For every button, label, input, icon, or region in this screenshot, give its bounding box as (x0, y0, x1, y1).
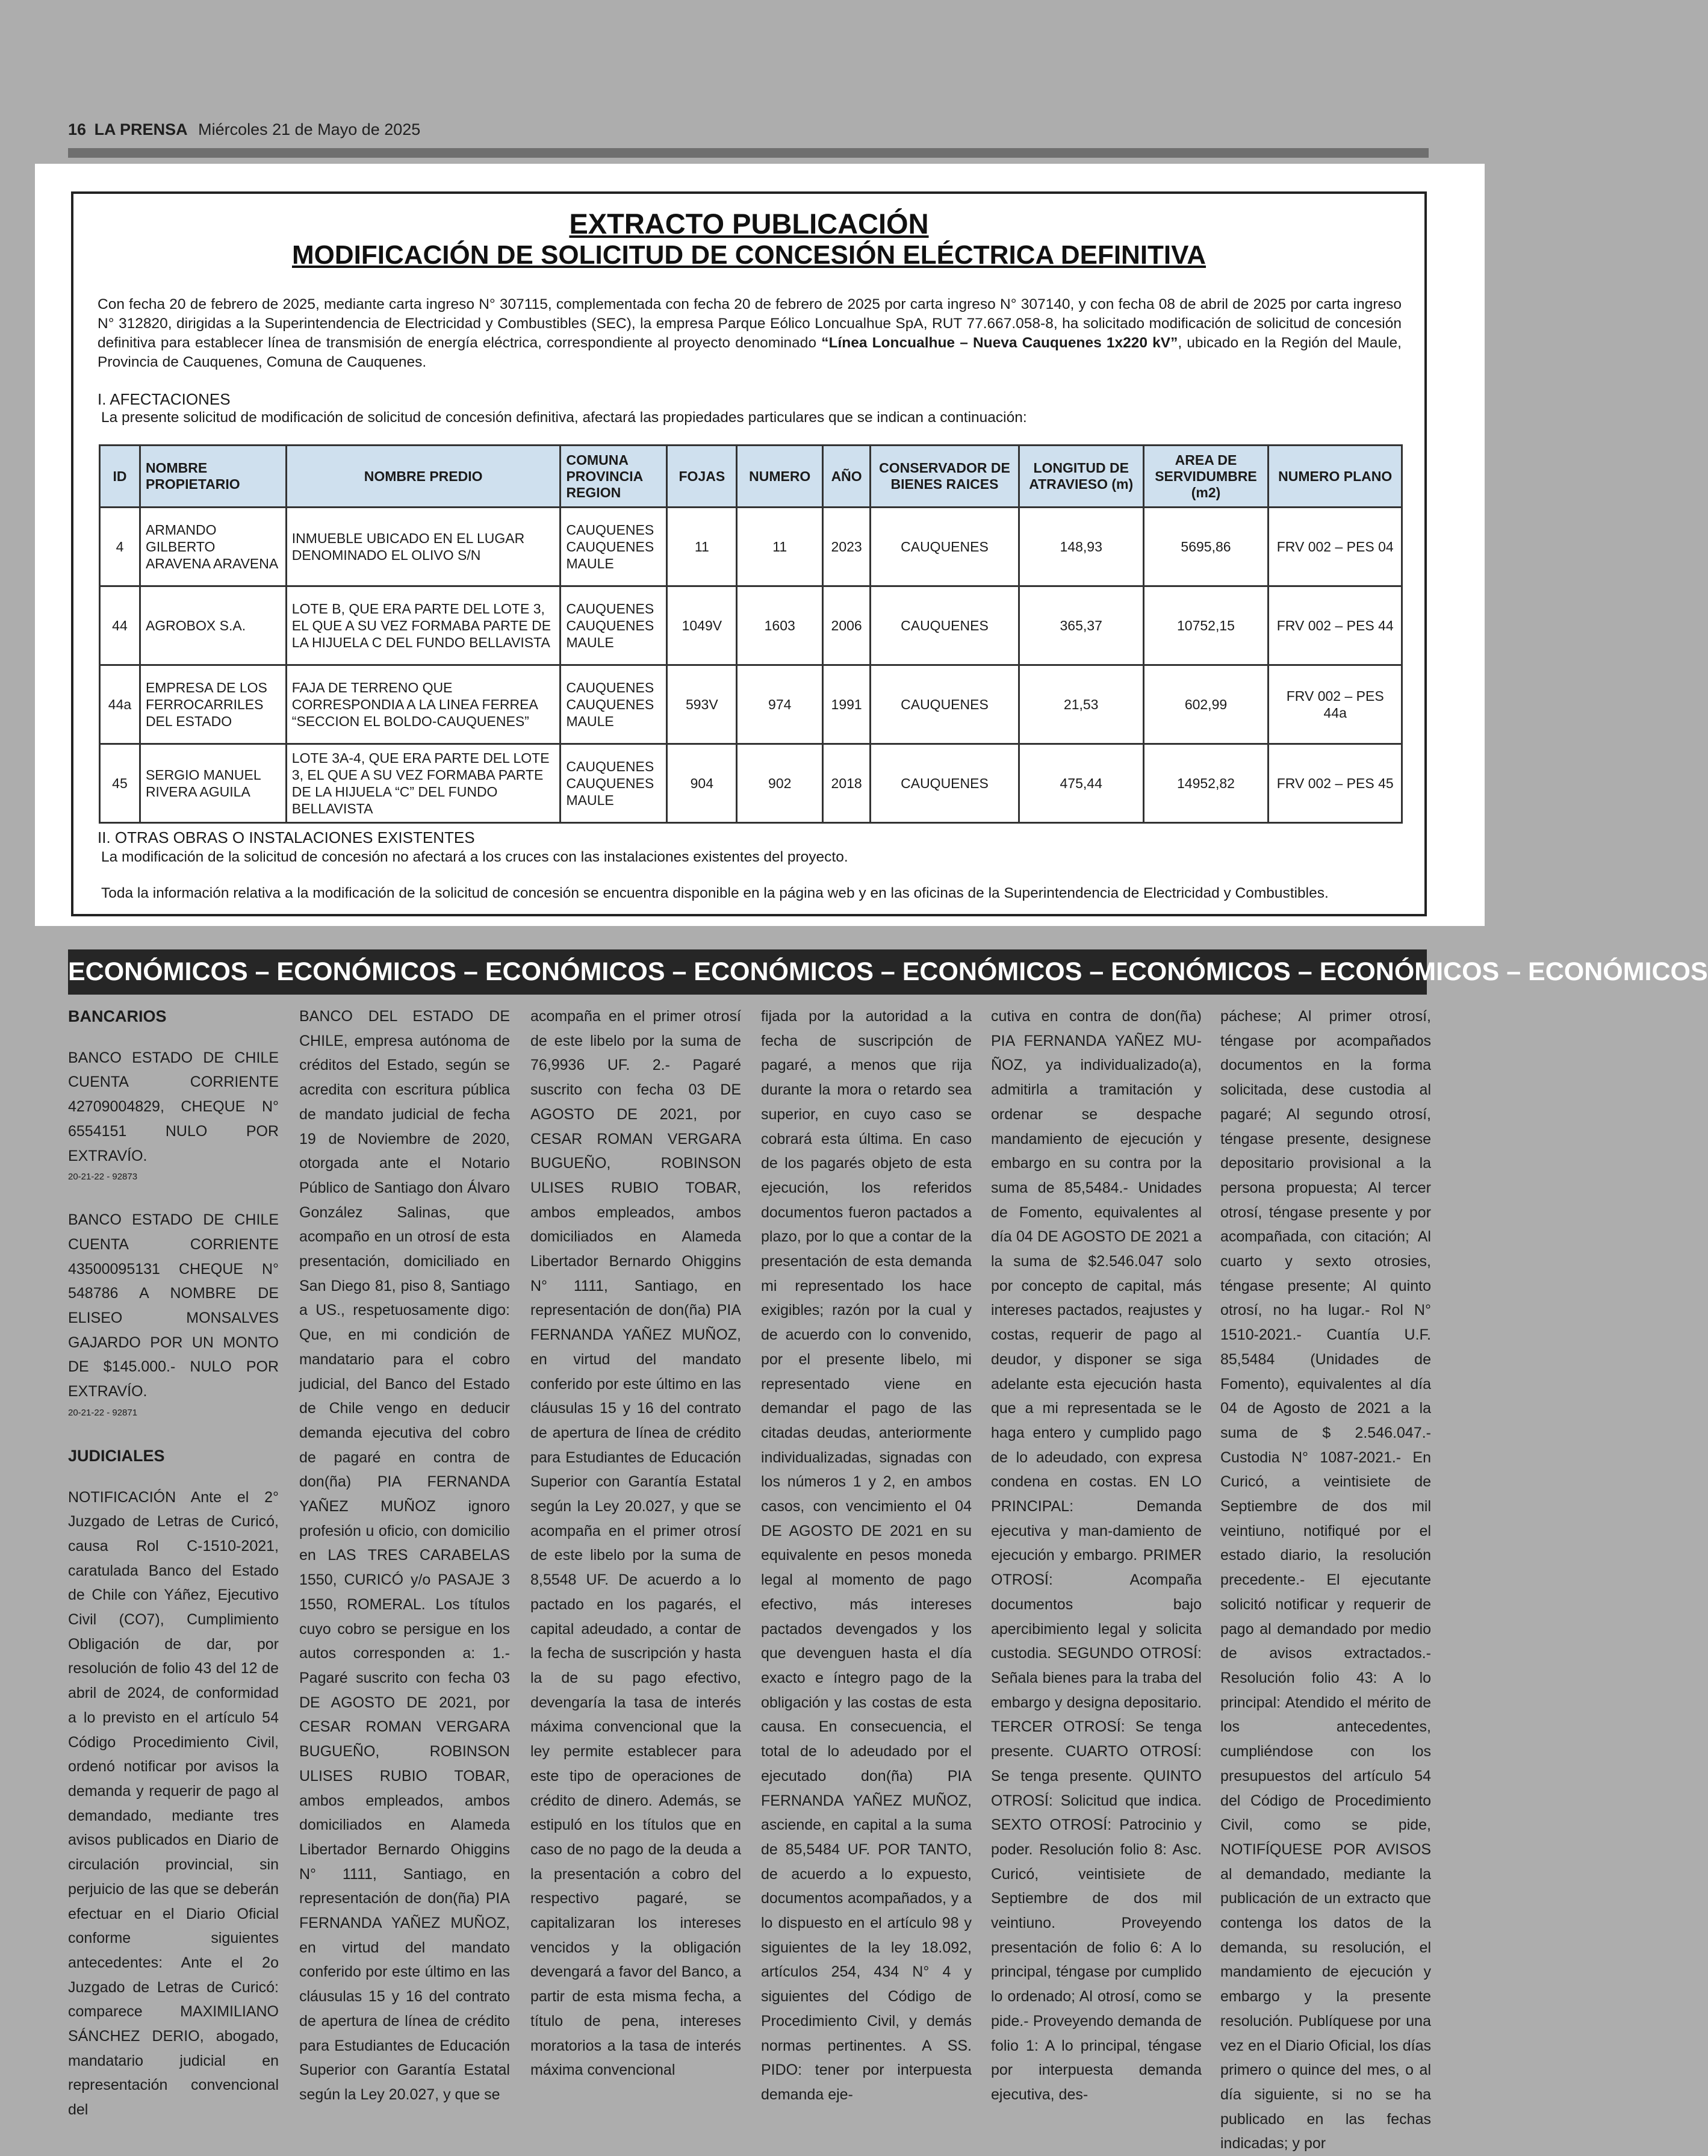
cell-anio: 1991 (823, 665, 871, 744)
notice-subtitle: MODIFICACIÓN DE SOLICITUD DE CONCESIÓN ELÉCTRICA DEFINITIVA (291, 240, 1206, 270)
ad-text: cutiva en contra de don(ña) PIA FERNANDA YAÑEZ MU-ÑOZ, ya individualizado(a), admitirla a tramitación y ordenar se despache mandamiento de ejecución y embargo en su contra por la suma de 85,5484.- Unidades de Fomento, equivalentes al día 04 DE AGOSTO DE 2021 a la suma de $2.546.047 solo por concepto de capital, más intereses pactados, reajustes y costas, requerir de pago al deudor, y disponer se siga adelante esta ejecución hasta que a mi representada se le haga entero y cumplido pago de lo adeudado, con expresa condena en costas. EN LO PRINCIPAL: Demanda ejecutiva y man-damiento de ejecución y embargo. PRIMER OTROSÍ: Acompaña documentos bajo apercibimiento legal y solicita custodia. SEGUNDO OTROSÍ: Señala bienes para la traba del embargo y designa depositario. TERCER OTROSÍ: Se tenga presente. CUARTO OTROSÍ: Se tenga presente. QUINTO OTROSÍ: Solicitud que indica. SEXTO OTROSÍ: Patrocinio y poder. Resolución folio 8: Asc. Curicó, veintisiete de Septiembre de dos mil veintiuno. Proveyendo presentación de folio 6: A lo principal, téngase por cumplido lo ordenado; Al otrosí, como se pide.- Proveyendo demanda de folio 1: A lo principal, téngase por interpuesta demanda ejecutiva, des- (991, 1008, 1202, 2103)
cell-anio: 2018 (823, 744, 871, 823)
col-header-anio: AÑO (823, 446, 871, 508)
cell-commune: CAUQUENES CAUQUENES MAULE (561, 744, 667, 823)
table-header-row (100, 446, 1402, 508)
cell-fojas: 1049V (667, 586, 737, 665)
cell-longitud: 365,37 (1019, 586, 1143, 665)
ad-text: NOTIFICACIÓN Ante el 2° Juzgado de Letras de Curicó, causa Rol C-1510-2021, caratulada Banco del Estado de Chile con Yáñez, Ejecutivo Civil (CO7), Cumplimiento Obligación de dar, por resolución de folio 43 del 12 de abril de 2024, de conformidad a lo previsto en el artículo 54 Código Procedimiento Civil, ordenó notificar por avisos la demanda y requerir de pago al demandado, mediante tres avisos publicados en Diario de circulación provincial, sin perjuicio de las que se deberán efectuar en el Diario Oficial conforme siguientes antecedentes: Ante el 2o Juzgado de Letras de Curicó: comparece MAXIMILIANO SÁNCHEZ DERIO, abogado, mandatario judicial en representación convencional del (68, 1488, 279, 2119)
classifieds-banner: ECONÓMICOS – ECONÓMICOS – ECONÓMICOS – ECONÓMICOS – ECONÓMICOS – ECONÓMICOS – ECONÓMICOS – ECONÓMICOS (68, 949, 1427, 995)
page-header (68, 120, 1429, 139)
cell-longitud: 21,53 (1019, 665, 1143, 744)
cell-conservador: CAUQUENES (871, 744, 1019, 823)
cell-commune: CAUQUENES CAUQUENES MAULE (561, 665, 667, 744)
ad-reference: 20-21-22 - 92873 (68, 1172, 138, 1182)
col-header-property: NOMBRE PREDIO (286, 446, 561, 508)
cell-plano: FRV 002 – PES 44 (1269, 586, 1402, 665)
cell-fojas: 593V (667, 665, 737, 744)
notice-title: EXTRACTO PUBLICACIÓN (569, 208, 929, 240)
cell-area: 10752,15 (1143, 586, 1269, 665)
cell-anio: 2006 (823, 586, 871, 665)
cell-area: 5695,86 (1143, 508, 1269, 586)
cell-area: 602,99 (1143, 665, 1269, 744)
project-name: “Línea Loncualhue – Nueva Cauquenes 1x220 kV” (821, 335, 1178, 351)
cell-owner: ARMANDO GILBERTO ARAVENA ARAVENA (140, 508, 286, 586)
ad-text: BANCO DEL ESTADO DE CHILE, empresa autónoma de créditos del Estado, según se acredita con escritura pública de mandato judicial de fecha 19 de Noviembre de 2020, otorgada ante el Notario Público de Santiago don Álvaro González Salinas, que acompaño en un otrosí de esta presentación, domiciliado en San Diego 81, piso 8, Santiago a US., respetuosamente digo: Que, en mi condición de mandatario para el cobro judicial, del Banco del Estado de Chile vengo en deducir demanda ejecutiva del cobro de pagaré en contra de don(ña) PIA FERNANDA YAÑEZ MUÑOZ ignoro profesión u oficio, con domicilio en LAS TRES CARABELAS 1550, CURICÓ y/o PASAJE 3 1550, ROMERAL. Los títulos cuyo cobro se persigue en los autos corresponden a: 1.- Pagaré suscrito con fecha 03 DE AGOSTO DE 2021, por CESAR ROMAN VERGARA BUGUEÑO, ROBINSON ULISES RUBIO TOBAR, ambos empleados, ambos domiciliados en Alameda Libertador Bernardo Ohiggins N° 1111, Santiago, en representación de don(ña) PIA FERNANDA YAÑEZ MUÑOZ, en virtud del mandato conferido por este último en las cláusulas 15 y 16 del contrato de apertura de línea de crédito para Estudiantes de Educación Superior con Garantía Estatal según la Ley 20.027, y que se (299, 1008, 510, 2103)
col-header-area: AREA DE SERVIDUMBRE (m2) (1143, 446, 1269, 508)
cell-longitud: 475,44 (1019, 744, 1143, 823)
cell-property: FAJA DE TERRENO QUE CORRESPONDIA A LA LINEA FERREA “SECCION EL BOLDO-CAUQUENES” (286, 665, 561, 744)
section-afectaciones-text: La presente solicitud de modificación de solicitud de concesión definitiva, afectará las propiedades particulares que se indican a continuación: (101, 409, 1027, 426)
cell-commune: CAUQUENES CAUQUENES MAULE (561, 586, 667, 665)
cell-plano: FRV 002 – PES 45 (1269, 744, 1402, 823)
cell-conservador: CAUQUENES (871, 508, 1019, 586)
cell-longitud: 148,93 (1019, 508, 1143, 586)
cell-anio: 2023 (823, 508, 871, 586)
col-header-commune: COMUNA PROVINCIA REGION (561, 446, 667, 508)
col-header-longitud: LONGITUD DE ATRAVIESO (m) (1019, 446, 1143, 508)
ad-text: fijada por la autoridad a la fecha de suscripción de pagaré, a menos que rija durante la mora o retardo sea superior, en cuyo caso se cobrará esta última. En caso de los pagarés objeto de esta ejecución, los referidos documentos fueron pactados a plazo, por lo que a contar de la presentación de esta demanda mi representado los hace exigibles; razón por la cual y de acuerdo con lo convenido, por el presente libelo, mi representado viene en demandar el pago de las citadas deudas, anteriormente individualizadas, signadas con los números 1 y 2, en ambos casos, con vencimiento el 04 DE AGOSTO DE 2021 en su equivalente en pesos moneda legal al momento de pago efectivo, más intereses pactados devengados y los que devenguen hasta el día exacto e íntegro pago de la obligación y las costas de esta causa. En consecuencia, el total de lo adeudado por el ejecutado don(ña) PIA FERNANDA YAÑEZ MUÑOZ, asciende, en capital a la suma de 85,5484 UF. POR TANTO, de acuerdo a lo expuesto, documentos acompañados, y a lo dispuesto en el artículo 98 y siguientes de la ley 18.092, artículos 254, 434 N° 4 y siguientes del Código de Procedimiento Civil, y demás normas pertinentes. A SS. PIDO: tener por interpuesta demanda eje- (761, 1008, 972, 2103)
cell-plano: FRV 002 – PES 44a (1269, 665, 1402, 744)
section-afectaciones-title: I. AFECTACIONES (98, 390, 231, 408)
col-header-conservador: CONSERVADOR DE BIENES RAICES (871, 446, 1019, 508)
section-otras-obras-text: La modificación de la solicitud de concesión no afectará a los cruces con las instalaciones existentes del proyecto. (101, 849, 848, 865)
ad-text: páchese; Al primer otrosí, téngase por acompañados documentos en la forma solicitada, dese custodia al pagaré; Al segundo otrosí, téngase presente, designese depositario provisional a la persona propuesta; Al tercer otrosí, téngase presente y por acompañada, con citación; Al cuarto y sexto otrosies, téngase presente; Al quinto otrosí, no ha lugar.- Rol N° 1510-2021.- Cuantía U.F. 85,5484 (Unidades de Fomento), equivalentes al día 04 de Agosto de 2021 a la suma de $ 2.546.047.- Custodia N° 1087-2021.- En Curicó, a veintisiete de Septiembre de dos mil veintiuno, notifiqué por el estado diario, la resolución precedente.- El ejecutante solicitó notificar y requerir de pago al demandado por medio de avisos extractados.- Resolución folio 43: A lo principal: Atendido el mérito de los antecedentes, cumpliéndose con los presupuestos del artículo 54 del Código de Procedimiento Civil, como se pide, NOTIFÍQUESE POR AVISOS al demandado, mediante la publicación de un extracto que contenga los datos de la demanda, su resolución, el mandamiento de ejecución y embargo y la presente resolución. Publíquese por una vez en el Diario Oficial, los días primero o quince del mes, o al día siguiente, si no se ha publicado en las fechas indicadas; y por (1220, 1008, 1431, 2152)
cell-commune: CAUQUENES CAUQUENES MAULE (561, 508, 667, 586)
cell-owner: EMPRESA DE LOS FERROCARRILES DEL ESTADO (140, 665, 286, 744)
header-rule (68, 148, 1429, 158)
concession-notice (71, 191, 1427, 916)
cell-owner: AGROBOX S.A. (140, 586, 286, 665)
cell-owner: SERGIO MANUEL RIVERA AGUILA (140, 744, 286, 823)
table-row (100, 508, 1402, 586)
affected-properties-table (99, 444, 1403, 824)
table-row (100, 744, 1402, 823)
cell-property: INMUEBLE UBICADO EN EL LUGAR DENOMINADO EL OLIVO S/N (286, 508, 561, 586)
cell-area: 14952,82 (1143, 744, 1269, 823)
section-heading-judiciales: JUDICIALES (68, 1446, 165, 1465)
cell-fojas: 904 (667, 744, 737, 823)
intro-tail: , ubicado en la Región del Maule, Provincia de Cauquenes, Comuna de Cauquenes. (98, 335, 1402, 370)
cell-property: LOTE B, QUE ERA PARTE DEL LOTE 3, EL QUE A SU VEZ FORMABA PARTE DE LA HIJUELA C DEL FUNDO BELLAVISTA (286, 586, 561, 665)
cell-fojas: 11 (667, 508, 737, 586)
notice-footer: Toda la información relativa a la modificación de la solicitud de concesión se encuentra disponible en la página web y en las oficinas de la Superintendencia de Electricidad y Combustibles. (101, 885, 1329, 901)
cell-id: 44 (100, 586, 140, 665)
cell-id: 44a (100, 665, 140, 744)
classified-column-1 (68, 1004, 279, 2122)
ad-reference: 20-21-22 - 92871 (68, 1407, 138, 1418)
cell-property: LOTE 3A-4, QUE ERA PARTE DEL LOTE 3, EL QUE A SU VEZ FORMABA PARTE DE LA HIJUELA “C” DEL FUNDO BELLAVISTA (286, 744, 561, 823)
cell-numero: 974 (737, 665, 823, 744)
page-number: 16 (68, 120, 87, 138)
classified-column-3 (530, 1004, 741, 2083)
cell-conservador: CAUQUENES (871, 665, 1019, 744)
col-header-plano: NUMERO PLANO (1269, 446, 1402, 508)
classified-column-2 (299, 1004, 510, 2107)
classified-column-4 (761, 1004, 972, 2107)
ad-text: acompaña en el primer otrosí de este libelo por la suma de 76,9936 UF. 2.- Pagaré suscrito con fecha 03 DE AGOSTO DE 2021, por CESAR ROMAN VERGARA BUGUEÑO, ROBINSON ULISES RUBIO TOBAR, ambos empleados, ambos domiciliados en Alameda Libertador Bernardo Ohiggins N° 1111, Santiago, en representación de don(ña) PIA FERNANDA YAÑEZ MUÑOZ, en virtud del mandato conferido por este último en las cláusulas 15 y 16 del contrato de apertura de línea de crédito para Estudiantes de Educación Superior con Garantía Estatal según la Ley 20.027, y que se acompaña en el primer otrosí de este libelo por la suma de 8,5548 UF. De acuerdo a lo pactado en los pagarés, el capital adeudado, a contar de la fecha de suscripción y hasta la de su pago efectivo, devengaría la tasa de interés máxima convencional que la ley permite establecer para este tipo de operaciones de crédito de dinero. Además, se estipuló en los títulos que en caso de no pago de la deuda a la presentación a cobro del respectivo pagaré, se capitalizaran los intereses vencidos y la obligación devengará a favor del Banco, a partir de esta misma fecha, a título de pena, intereses moratorios a la tasa de interés máxima convencional (530, 1008, 741, 2079)
cell-id: 45 (100, 744, 140, 823)
cell-numero: 902 (737, 744, 823, 823)
cell-plano: FRV 002 – PES 04 (1269, 508, 1402, 586)
classified-column-6 (1220, 1004, 1431, 2156)
section-otras-obras-title: II. OTRAS OBRAS O INSTALACIONES EXISTENTES (98, 828, 475, 847)
cell-conservador: CAUQUENES (871, 586, 1019, 665)
col-header-owner: NOMBRE PROPIETARIO (140, 446, 286, 508)
cell-numero: 1603 (737, 586, 823, 665)
col-header-id: ID (100, 446, 140, 508)
table-row (100, 665, 1402, 744)
notice-intro (98, 295, 1402, 372)
section-heading-bancarios: BANCARIOS (68, 1007, 167, 1025)
ad-text: BANCO ESTADO DE CHILE CUENTA CORRIENTE 42709004829, CHEQUE N° 6554151 NULO POR EXTRAVÍO. (68, 1049, 279, 1164)
ad-text: BANCO ESTADO DE CHILE CUENTA CORRIENTE 43500095131 CHEQUE N° 548786 A NOMBRE DE ELISEO MONSALVES GAJARDO POR UN MONTO DE $145.000.- NULO POR EXTRAVÍO. (68, 1211, 279, 1400)
publication-name: LA PRENSA (94, 120, 188, 138)
table-row (100, 586, 1402, 665)
cell-numero: 11 (737, 508, 823, 586)
cell-id: 4 (100, 508, 140, 586)
col-header-numero: NUMERO (737, 446, 823, 508)
intro-text: Con fecha 20 de febrero de 2025, mediante carta ingreso N° 307115, complementada con fecha 20 de febrero de 2025 por carta ingreso N° 307140, y con fecha 08 de abril de 2025 por carta ingreso N° 312820, dirigidas a la Superintendencia de Electricidad y Combustibles (SEC), la empresa Parque Eólico Loncualhue SpA, RUT 77.667.058-8, ha solicitado modificación de solicitud de concesión definitiva para establecer línea de transmisión de energía eléctrica, correspondiente al proyecto denominado (98, 296, 1402, 351)
publication-date: Miércoles 21 de Mayo de 2025 (198, 120, 421, 138)
classified-column-5 (991, 1004, 1202, 2107)
col-header-fojas: FOJAS (667, 446, 737, 508)
